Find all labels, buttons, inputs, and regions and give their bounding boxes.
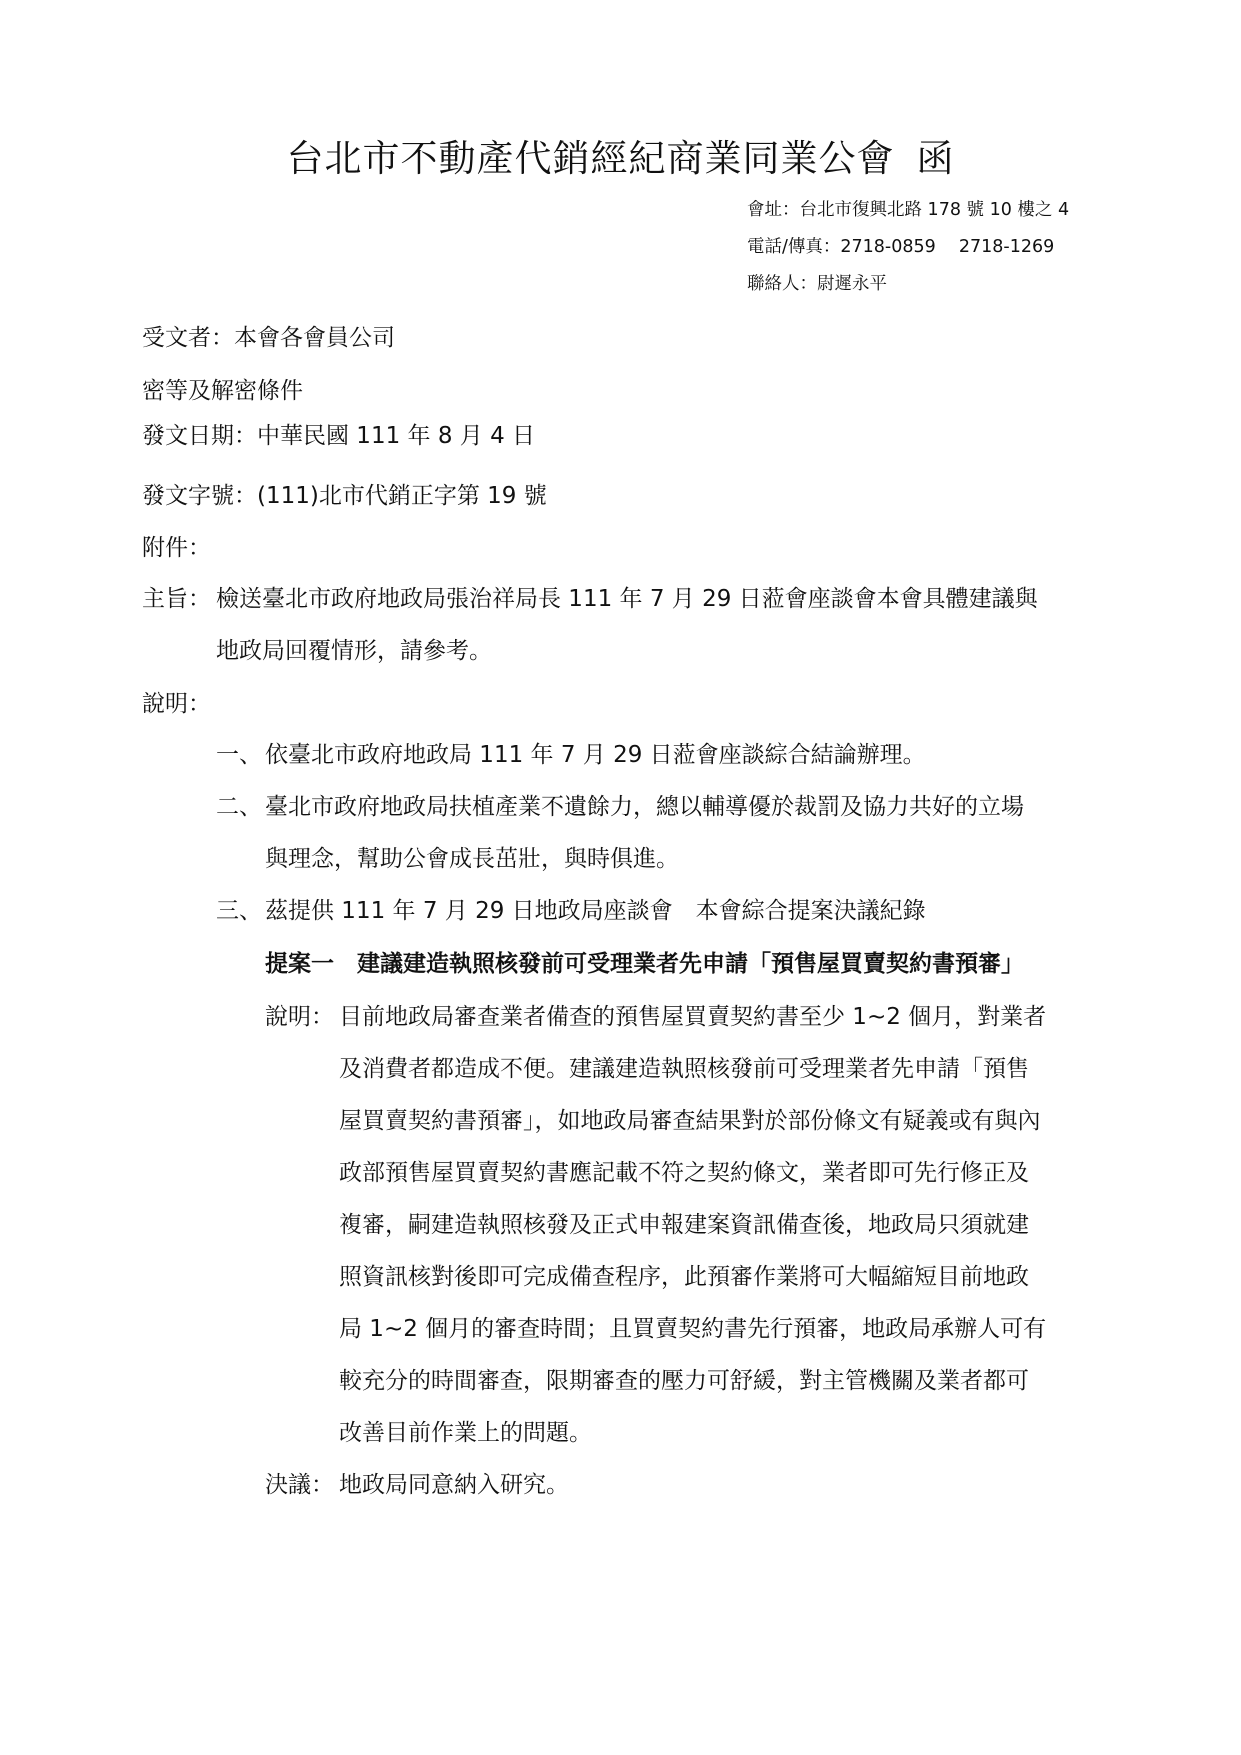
item-marker: 一、 — [216, 742, 262, 768]
explanation-label: 說明： — [142, 691, 211, 717]
proposal-description-line: 屋買賣契約書預審」，如地政局審查結果對於部份條文有疑義或有與內 — [339, 1108, 1041, 1134]
proposal-heading: 提案一 建議建造執照核發前可受理業者先申請「預售屋買賣契約書預審」 — [265, 951, 1024, 977]
item-marker: 二、 — [216, 794, 262, 820]
proposal-description-line: 較充分的時間審查，限期審查的壓力可舒緩，對主管機關及業者都可 — [339, 1368, 1029, 1394]
proposal-description-line: 複審，嗣建造執照核發及正式申報建案資訊備查後，地政局只須就建 — [339, 1212, 1029, 1238]
org-contact-person: 聯絡人：尉遲永平 — [747, 274, 887, 294]
item-text: 與理念，幫助公會成長茁壯，與時俱進。 — [265, 846, 679, 872]
org-address: 會址：台北市復興北路 178 號 10 樓之 4 — [747, 200, 1070, 220]
subject-label: 主旨： — [142, 586, 211, 612]
item-text: 臺北市政府地政局扶植產業不遺餘力，總以輔導優於裁罰及協力共好的立場 — [265, 794, 1024, 820]
item-text: 依臺北市政府地政局 111 年 7 月 29 日蒞會座談綜合結論辦理。 — [265, 742, 926, 768]
proposal-description-line: 照資訊核對後即可完成備查程序，此預審作業將可大幅縮短目前地政 — [339, 1264, 1029, 1290]
subject-line: 地政局回覆情形，請參考。 — [216, 638, 492, 664]
attachment-field: 附件： — [142, 535, 211, 561]
document-title — [0, 128, 1241, 182]
subject-line: 檢送臺北市政府地政局張治祥局長 111 年 7 月 29 日蒞會座談會本會具體建議與 — [216, 586, 1038, 612]
proposal-description-line: 改善目前作業上的問題。 — [339, 1420, 592, 1446]
proposal-description-line: 局 1~2 個月的審查時間；且買賣契約書先行預審，地政局承辦人可有 — [339, 1316, 1047, 1342]
proposal-description-line: 政部預售屋買賣契約書應記載不符之契約條文，業者即可先行修正及 — [339, 1160, 1029, 1186]
classification-field: 密等及解密條件 — [142, 378, 303, 404]
doc-type: 函 — [916, 137, 955, 180]
item-marker: 三、 — [216, 898, 262, 924]
proposal-description-line: 目前地政局審查業者備查的預售屋買賣契約書至少 1~2 個月，對業者 — [339, 1004, 1047, 1030]
recipient-field: 受文者：本會各會員公司 — [142, 325, 395, 351]
document-number-field: 發文字號：(111)北市代銷正字第 19 號 — [142, 483, 547, 509]
item-text: 茲提供 111 年 7 月 29 日地政局座談會 本會綜合提案決議紀錄 — [265, 898, 926, 924]
resolution-label: 決議： — [265, 1472, 334, 1498]
proposal-description-label: 說明： — [265, 1004, 334, 1030]
resolution-text: 地政局同意納入研究。 — [339, 1472, 569, 1498]
proposal-description-line: 及消費者都造成不便。建議建造執照核發前可受理業者先申請「預售 — [339, 1056, 1029, 1082]
org-phone-fax: 電話/傳真：2718-0859 2718-1269 — [747, 237, 1055, 257]
org-name: 台北市不動產代銷經紀商業同業公會 — [286, 137, 895, 180]
issue-date-field: 發文日期：中華民國 111 年 8 月 4 日 — [142, 423, 536, 449]
